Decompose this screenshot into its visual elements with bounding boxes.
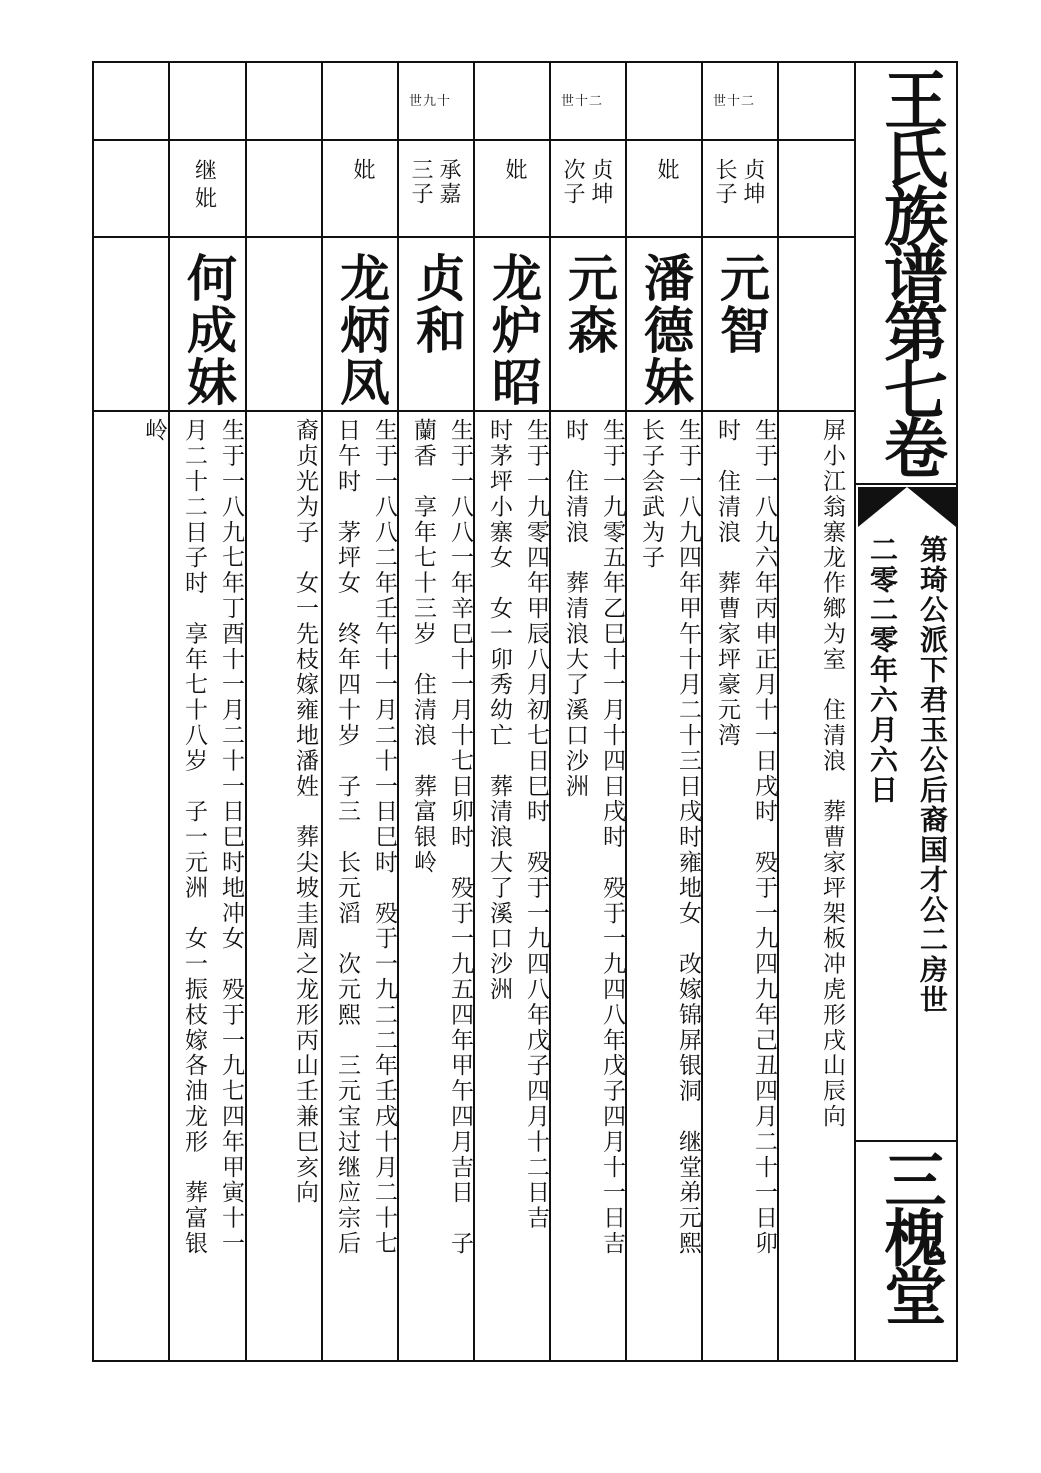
bio-line: 长子会武为子 xyxy=(638,418,664,571)
biography xyxy=(556,418,630,1256)
person-name: 元森 xyxy=(560,252,619,356)
bio-line: 时 住清浪 葬清浪大了溪口沙洲 xyxy=(562,418,588,799)
title-divider-bottom xyxy=(856,1140,956,1142)
bio-line: 月二十二日子时 享年七十八岁 子一元洲 女一振枝嫁各油龙形 葬富银 xyxy=(181,418,207,1257)
bio-line: 裔贞光为子 女一先枝嫁雍地潘姓 葬尖坡圭周之龙形丙山壬兼巳亥向 xyxy=(292,418,318,1206)
relation-line: 妣 xyxy=(195,187,220,212)
relation-line: 妣 xyxy=(654,158,679,182)
generation-label: 世九十 xyxy=(409,94,452,109)
biography xyxy=(404,418,478,1256)
bio-line: 生于一九零五年乙巳十一月十四日戌时 殁于一九四八年戊子四月十一日吉 xyxy=(599,418,625,1257)
generation-label: 世十二 xyxy=(713,94,756,109)
compile-date: 二零二零年六月六日 xyxy=(866,535,899,805)
relation-line: 次子 xyxy=(560,158,585,206)
biography xyxy=(328,418,402,1256)
biography xyxy=(286,418,323,1205)
bio-line: 生于一八九六年丙申正月十一日戌时 殁于一九四九年己丑四月二十一日卯 xyxy=(751,418,777,1257)
relation-line: 承嘉 xyxy=(436,158,461,206)
bio-line: 生于一八九四年甲午十月二十三日戌时雍地女 改嫁锦屏银洞 继堂弟元熙 xyxy=(675,418,701,1257)
frame-top xyxy=(92,61,958,63)
bio-line: 生于一八八一年辛巳十一月十七日卯时 殁于一九五四年甲午四月吉日 子 xyxy=(447,418,473,1257)
relation-cell xyxy=(406,158,462,206)
bio-line: 生于一八九七年丁酉十一月二十一日巳时地冲女 殁于一九七四年甲寅十一 xyxy=(218,418,244,1257)
frame-right xyxy=(956,61,958,1362)
book-title: 王氏族谱第七卷 xyxy=(873,67,948,473)
branch-subtitle: 第琦公派下君玉公后裔国才公二房世 xyxy=(916,535,949,1015)
relation-cell xyxy=(558,158,614,206)
continued-note xyxy=(813,418,850,1129)
biography xyxy=(480,418,554,1231)
relation-line: 三子 xyxy=(408,158,433,206)
person-name: 元智 xyxy=(712,252,771,356)
bio-line: 生于一八八二年壬午十一月二十一日巳时 殁于一九二二年壬戌十月二十七 xyxy=(371,418,397,1257)
bio-line: 蘭香 享年七十三岁 住清浪 葬富银岭 xyxy=(410,418,436,876)
person-name: 龙炳凤 xyxy=(332,252,391,408)
frame-bottom xyxy=(92,1360,958,1362)
person-name: 潘德妹 xyxy=(636,252,695,408)
relation-cell xyxy=(710,158,766,206)
biography xyxy=(175,418,249,1256)
bio-line: 时 住清浪 葬曹家坪豪元湾 xyxy=(714,418,740,749)
relation-line: 继 xyxy=(195,159,220,184)
biography xyxy=(632,418,706,1256)
relation-cell xyxy=(195,186,219,214)
hall-name: 三槐堂 xyxy=(874,1148,947,1322)
person-name: 龙炉昭 xyxy=(484,252,543,408)
fishtail-ornament xyxy=(858,487,956,527)
relation-line: 妣 xyxy=(350,158,375,182)
person-name: 贞和 xyxy=(408,252,467,356)
relation-line: 贞坤 xyxy=(740,158,765,206)
relation-cell xyxy=(195,158,219,186)
person-name: 何成妹 xyxy=(179,252,238,408)
bio-line: 时茅坪小寨女 女一卯秀幼亡 葬清浪大了溪口沙洲 xyxy=(486,418,512,1003)
relation-cell xyxy=(348,158,376,182)
frame-left xyxy=(92,61,94,1362)
relation-line: 贞坤 xyxy=(588,158,613,206)
generation-label: 世十二 xyxy=(561,94,604,109)
relation-cell xyxy=(652,158,680,182)
biography xyxy=(708,418,782,1256)
note-line: 屏小江翁寨龙作鄉为室 住清浪 葬曹家坪架板冲虎形戌山辰向 xyxy=(819,418,845,1130)
bio-line: 岭 xyxy=(141,418,167,444)
title-divider-top xyxy=(856,483,956,485)
bio-line: 生于一九零四年甲辰八月初七日巳时 殁于一九四八年戊子四月十二日吉 xyxy=(523,418,549,1231)
bio-line: 日午时 茅坪女 终年四十岁 子三 长元滔 次元熙 三元宝过继应宗后 xyxy=(334,418,360,1257)
col-line xyxy=(854,61,856,1362)
relation-line: 长子 xyxy=(712,158,737,206)
biography xyxy=(135,418,172,443)
relation-line: 妣 xyxy=(502,158,527,182)
relation-cell xyxy=(500,158,528,182)
col-line xyxy=(168,61,170,1362)
